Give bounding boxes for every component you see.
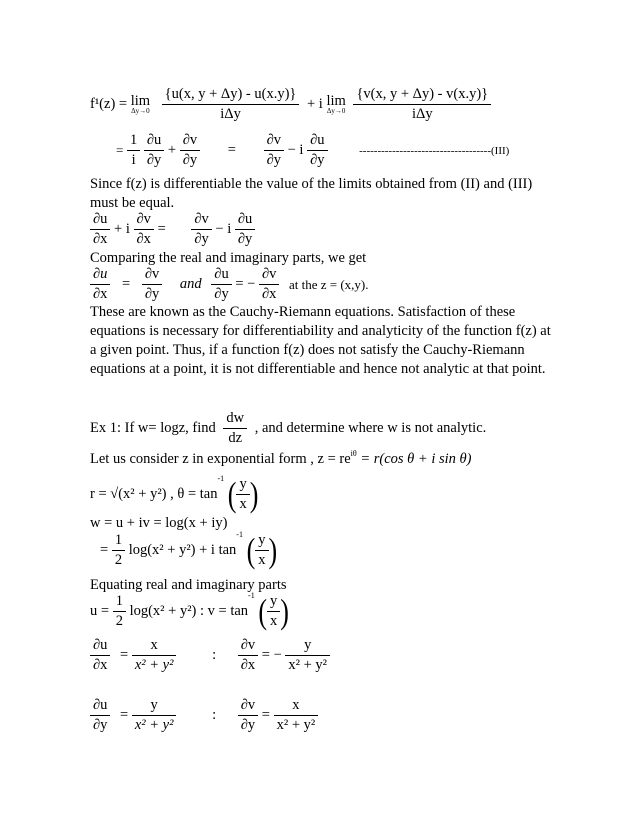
dy-3: ∂y [266,152,281,168]
numerator-x: x [132,637,177,656]
dx: ∂x [93,657,108,673]
denominator-i: i [131,152,136,168]
dv: ∂v [238,637,258,656]
equation-label-III: ------------------------------------(III) [359,144,510,157]
and-word: and [179,276,202,292]
paragraph-equating: Equating real and imaginary parts [90,577,287,593]
equals-sign-2: = [261,707,270,723]
fraction-dv-dx [134,211,154,248]
paragraph-comparing: Comparing the real and imaginary parts, we get [90,250,367,266]
fraction-x-over-r2 [132,637,177,674]
dv: ∂v [180,132,200,151]
equals-sign: = [120,647,129,663]
fraction-half [112,532,125,569]
equals-sign-2: = [227,142,236,158]
fraction-half [113,593,126,630]
denominator-x2y2-2: x² + y² [288,657,328,673]
fraction-dv-dy-2 [264,132,284,169]
plus-i: + i [307,96,323,112]
equation-f-prime [90,86,491,123]
du-2: ∂u [211,266,231,285]
lim-text: lim [130,92,151,109]
euler-form: = r(cos θ + i sin θ) [360,451,472,468]
minus-i: − i [215,221,232,237]
fraction-y-over-x [236,476,249,513]
r-theta-text: r = √(x² + y²) , θ = tan [90,486,218,502]
fraction-du-dy [235,211,255,248]
fraction-du-dx [90,211,110,248]
tan-inverse-sup: -1 [217,474,225,483]
numerator-y: y [132,697,177,716]
limit-operator-2 [326,94,345,116]
dy: ∂y [146,152,162,168]
du: ∂u [90,697,110,716]
du: ∂u [90,266,110,285]
dv: ∂v [142,266,162,285]
dz: dz [228,430,243,446]
dy-4: ∂y [310,152,325,168]
du-4: ∂u [307,132,327,151]
fraction-v [353,86,491,123]
dv-2: ∂v [259,266,279,285]
equals-minus: = − [235,276,256,292]
colon: : [212,647,217,663]
dw: dw [223,410,247,429]
numerator-one: 1 [127,132,140,151]
dy: ∂y [93,717,108,733]
dy-4: ∂y [237,231,253,247]
equals-sign: = [120,707,129,723]
fraction-dv-dy [191,211,211,248]
du: ∂u [90,211,110,230]
w-equation [90,515,227,532]
u-log-text: log(x² + y²) : v = tan [129,603,249,619]
partials-y [90,697,318,734]
fraction-u [162,86,300,123]
y: y [267,593,280,612]
du: ∂u [90,637,110,656]
tan-inverse-sup: -1 [236,530,243,539]
equals-minus: = − [261,647,282,663]
fraction-one-over-i [127,132,140,169]
x: x [270,613,278,629]
equals-sign: = [100,542,109,558]
denominator-x2y2: x² + y² [134,717,174,733]
y: y [236,476,249,495]
f-prime-lhs: f¹(z) = [90,96,131,112]
equation-III [116,132,509,169]
polar-r-theta: r = √(x² + y²) , $\theta = \tan^{-1}$ ( $\frac{y}{x}$ ) [90,474,259,514]
x: x [258,552,266,568]
example-intro: Ex 1: If w= logz, find [90,420,216,436]
fraction-u-numerator: {u(x, y + Δy) - u(x.y)} [162,86,300,105]
dv: ∂v [134,211,154,230]
dx-2: ∂x [240,657,256,673]
fraction-du-dy [144,132,164,169]
lim-subscript: Δy→0 [131,107,150,116]
colon: : [212,707,217,723]
fraction-y-over-r2 [285,637,330,674]
dy-2: ∂y [182,152,198,168]
equals-sign: = [122,276,131,292]
equals-sign: = [116,142,124,158]
du: ∂u [144,132,164,151]
fraction-y-over-x [255,532,268,569]
w-line-text: w = u + iv = log(x + iy) [90,515,228,532]
dy-2: ∂y [214,286,229,302]
denominator-x2y2-2: x² + y² [276,717,316,733]
fraction-du-dy-2 [307,132,327,169]
fraction-dv-dx [259,266,279,303]
fraction-v-numerator: {v(x, y + Δy) - v(x.y)} [353,86,491,105]
fraction-u-denominator: iΔy [220,106,241,122]
exponent-i-theta: iθ [350,449,357,458]
dx-2: ∂x [261,286,277,302]
plus-sign: + [167,142,177,158]
paragraph-since: Since f(z) is differentiable the value of the limits obtained from (II) and (III) must be equal. [90,176,533,211]
dv: ∂v [238,697,258,716]
fraction-dw-dz [223,410,247,447]
two: 2 [114,552,123,568]
y: y [255,532,268,551]
dy: ∂y [144,286,160,302]
fraction-dv-dx [238,637,258,674]
equation-equal-limits [90,211,255,248]
one: 1 [112,532,125,551]
w-log-form: = $\frac{1}{2}$ log(x² + y²) + i $\tan^{-1}$ ( $\frac{y}{x}$ ) [100,530,278,570]
example-task: , and determine where w is not analytic. [254,420,487,436]
u-equals: u = [90,603,110,619]
x: x [239,496,247,512]
dy-2: ∂y [240,717,256,733]
denominator-x2y2: x² + y² [134,657,174,673]
fraction-dv-dy [180,132,200,169]
cr-tail-text: at the z = (x,y). [288,276,369,292]
dx: ∂x [93,286,108,302]
plus-i: + i [114,221,130,237]
lim-subscript-2: Δy→0 [326,107,346,116]
dy-3: ∂y [194,231,209,247]
numerator-y: y [285,637,330,656]
dx-2: ∂x [136,231,151,247]
fraction-dv-dy [142,266,162,303]
numerator-x: x [274,697,319,716]
one: 1 [113,593,126,612]
exponential-form-line [90,451,471,468]
two: 2 [115,613,123,629]
fraction-y-over-r2 [132,697,177,734]
fraction-y-over-x [267,593,280,630]
du-4: ∂u [235,211,255,230]
lim-text-2: lim [326,92,346,109]
partials-x [90,637,330,674]
fraction-du-dy [90,697,110,734]
equals-sign: = [157,221,166,237]
fraction-du-dy [211,266,231,303]
minus-i: − i [287,142,304,158]
u-v-equations: u = $\frac{1}{2}$ log(x² + y²) : $v = \tan^{-1}$ ( $\frac{y}{x}$ ) [90,591,289,631]
fraction-v-denominator: iΔy [411,106,433,122]
fraction-du-dx [90,266,110,303]
dv-3: ∂v [264,132,284,151]
example-1 [90,410,486,447]
cauchy-riemann-equations [90,266,369,303]
fraction-x-over-r2 [274,697,319,734]
log-text: log(x² + y²) + i tan [128,542,237,558]
fraction-du-dx [90,637,110,674]
paragraph-cauchy-riemann: These are known as the Cauchy-Riemann equations. Satisfaction of these equations is necessary for differentiability and analyticity of the function f(z) at a given point. Thus, if a function f(z) does not satisfy the Cauchy-Riemann equations at a point, it is not differentiable and hence not analytic at that point. [90,304,551,377]
tan-inverse-sup: -1 [248,591,255,600]
dv-3: ∂v [191,211,211,230]
exponential-form-text: Let us consider z in exponential form , z = re [90,451,351,468]
dx: ∂x [93,231,108,247]
fraction-dv-dy [238,697,258,734]
limit-operator [131,94,150,116]
